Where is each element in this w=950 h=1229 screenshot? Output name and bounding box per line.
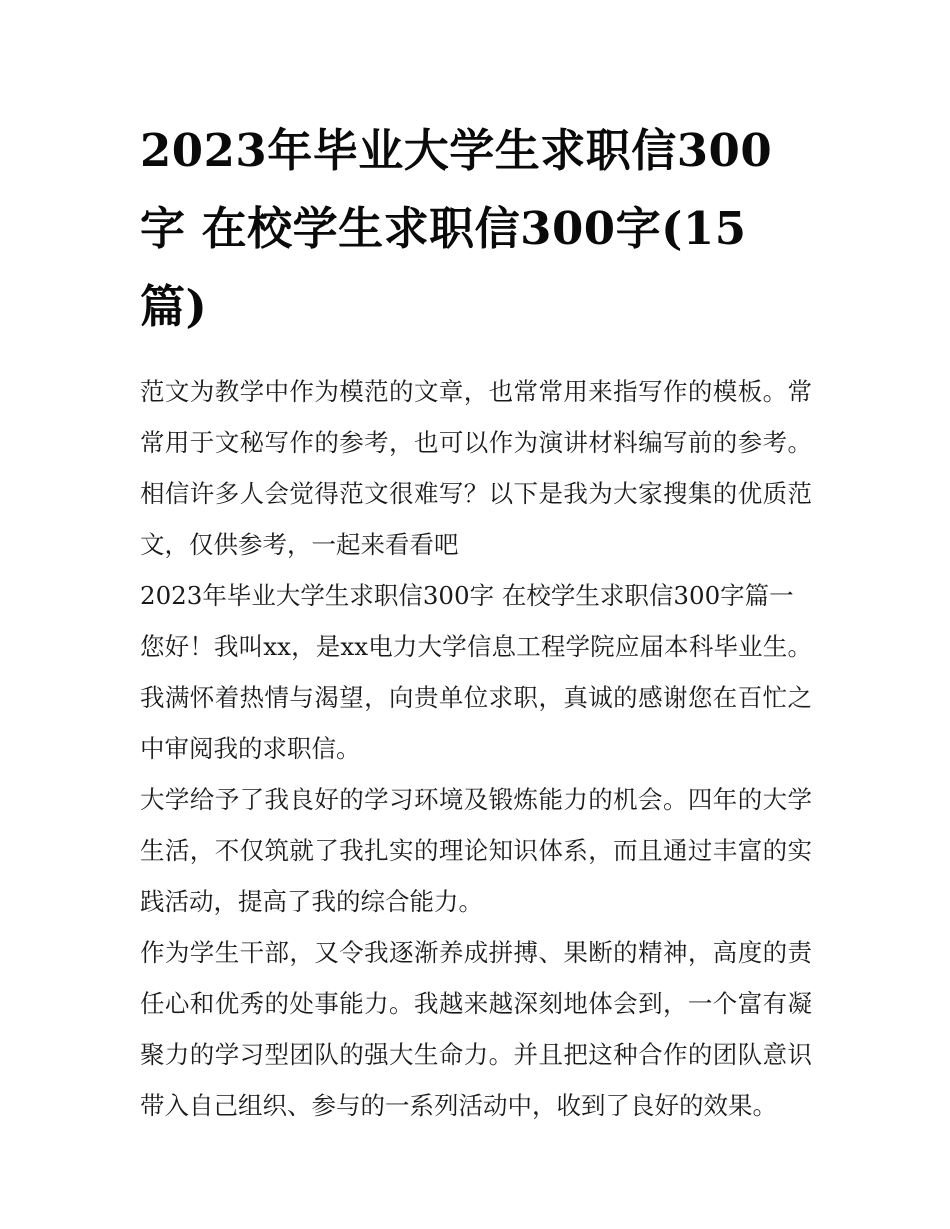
document-title: 2023年毕业大学生求职信300字 在校学生求职信300字(15篇) <box>140 124 773 333</box>
body-paragraph: 大学给予了我良好的学习环境及锻炼能力的机会。四年的大学生活，不仅筑就了我扎实的理论知识体系，而且通过丰富的实践活动，提高了我的综合能力。 <box>140 785 812 916</box>
body-paragraph: 作为学生干部，又令我逐渐养成拼搏、果断的精神，高度的责任心和优秀的处事能力。我越来越深刻地体会到，一个富有凝聚力的学习型团队的强大生命力。并且把这种合作的团队意识带入自己组织、参与的一系列活动中，收到了良好的效果。 <box>140 938 812 1120</box>
intro-paragraph: 范文为教学中作为模范的文章，也常常用来指写作的模板。常常用于文秘写作的参考，也可以作为演讲材料编写前的参考。相信许多人会觉得范文很难写？以下是我为大家搜集的优质范文，仅供参考，一起来看看吧 <box>140 377 812 559</box>
document-content <box>140 112 812 1131</box>
section-heading: 2023年毕业大学生求职信300字 在校学生求职信300字篇一 <box>140 581 794 610</box>
document-body <box>140 366 812 1131</box>
body-paragraph: 您好！我叫xx，是xx电力大学信息工程学院应届本科毕业生。我满怀着热情与渴望，向贵单位求职，真诚的感谢您在百忙之中审阅我的求职信。 <box>140 632 812 763</box>
